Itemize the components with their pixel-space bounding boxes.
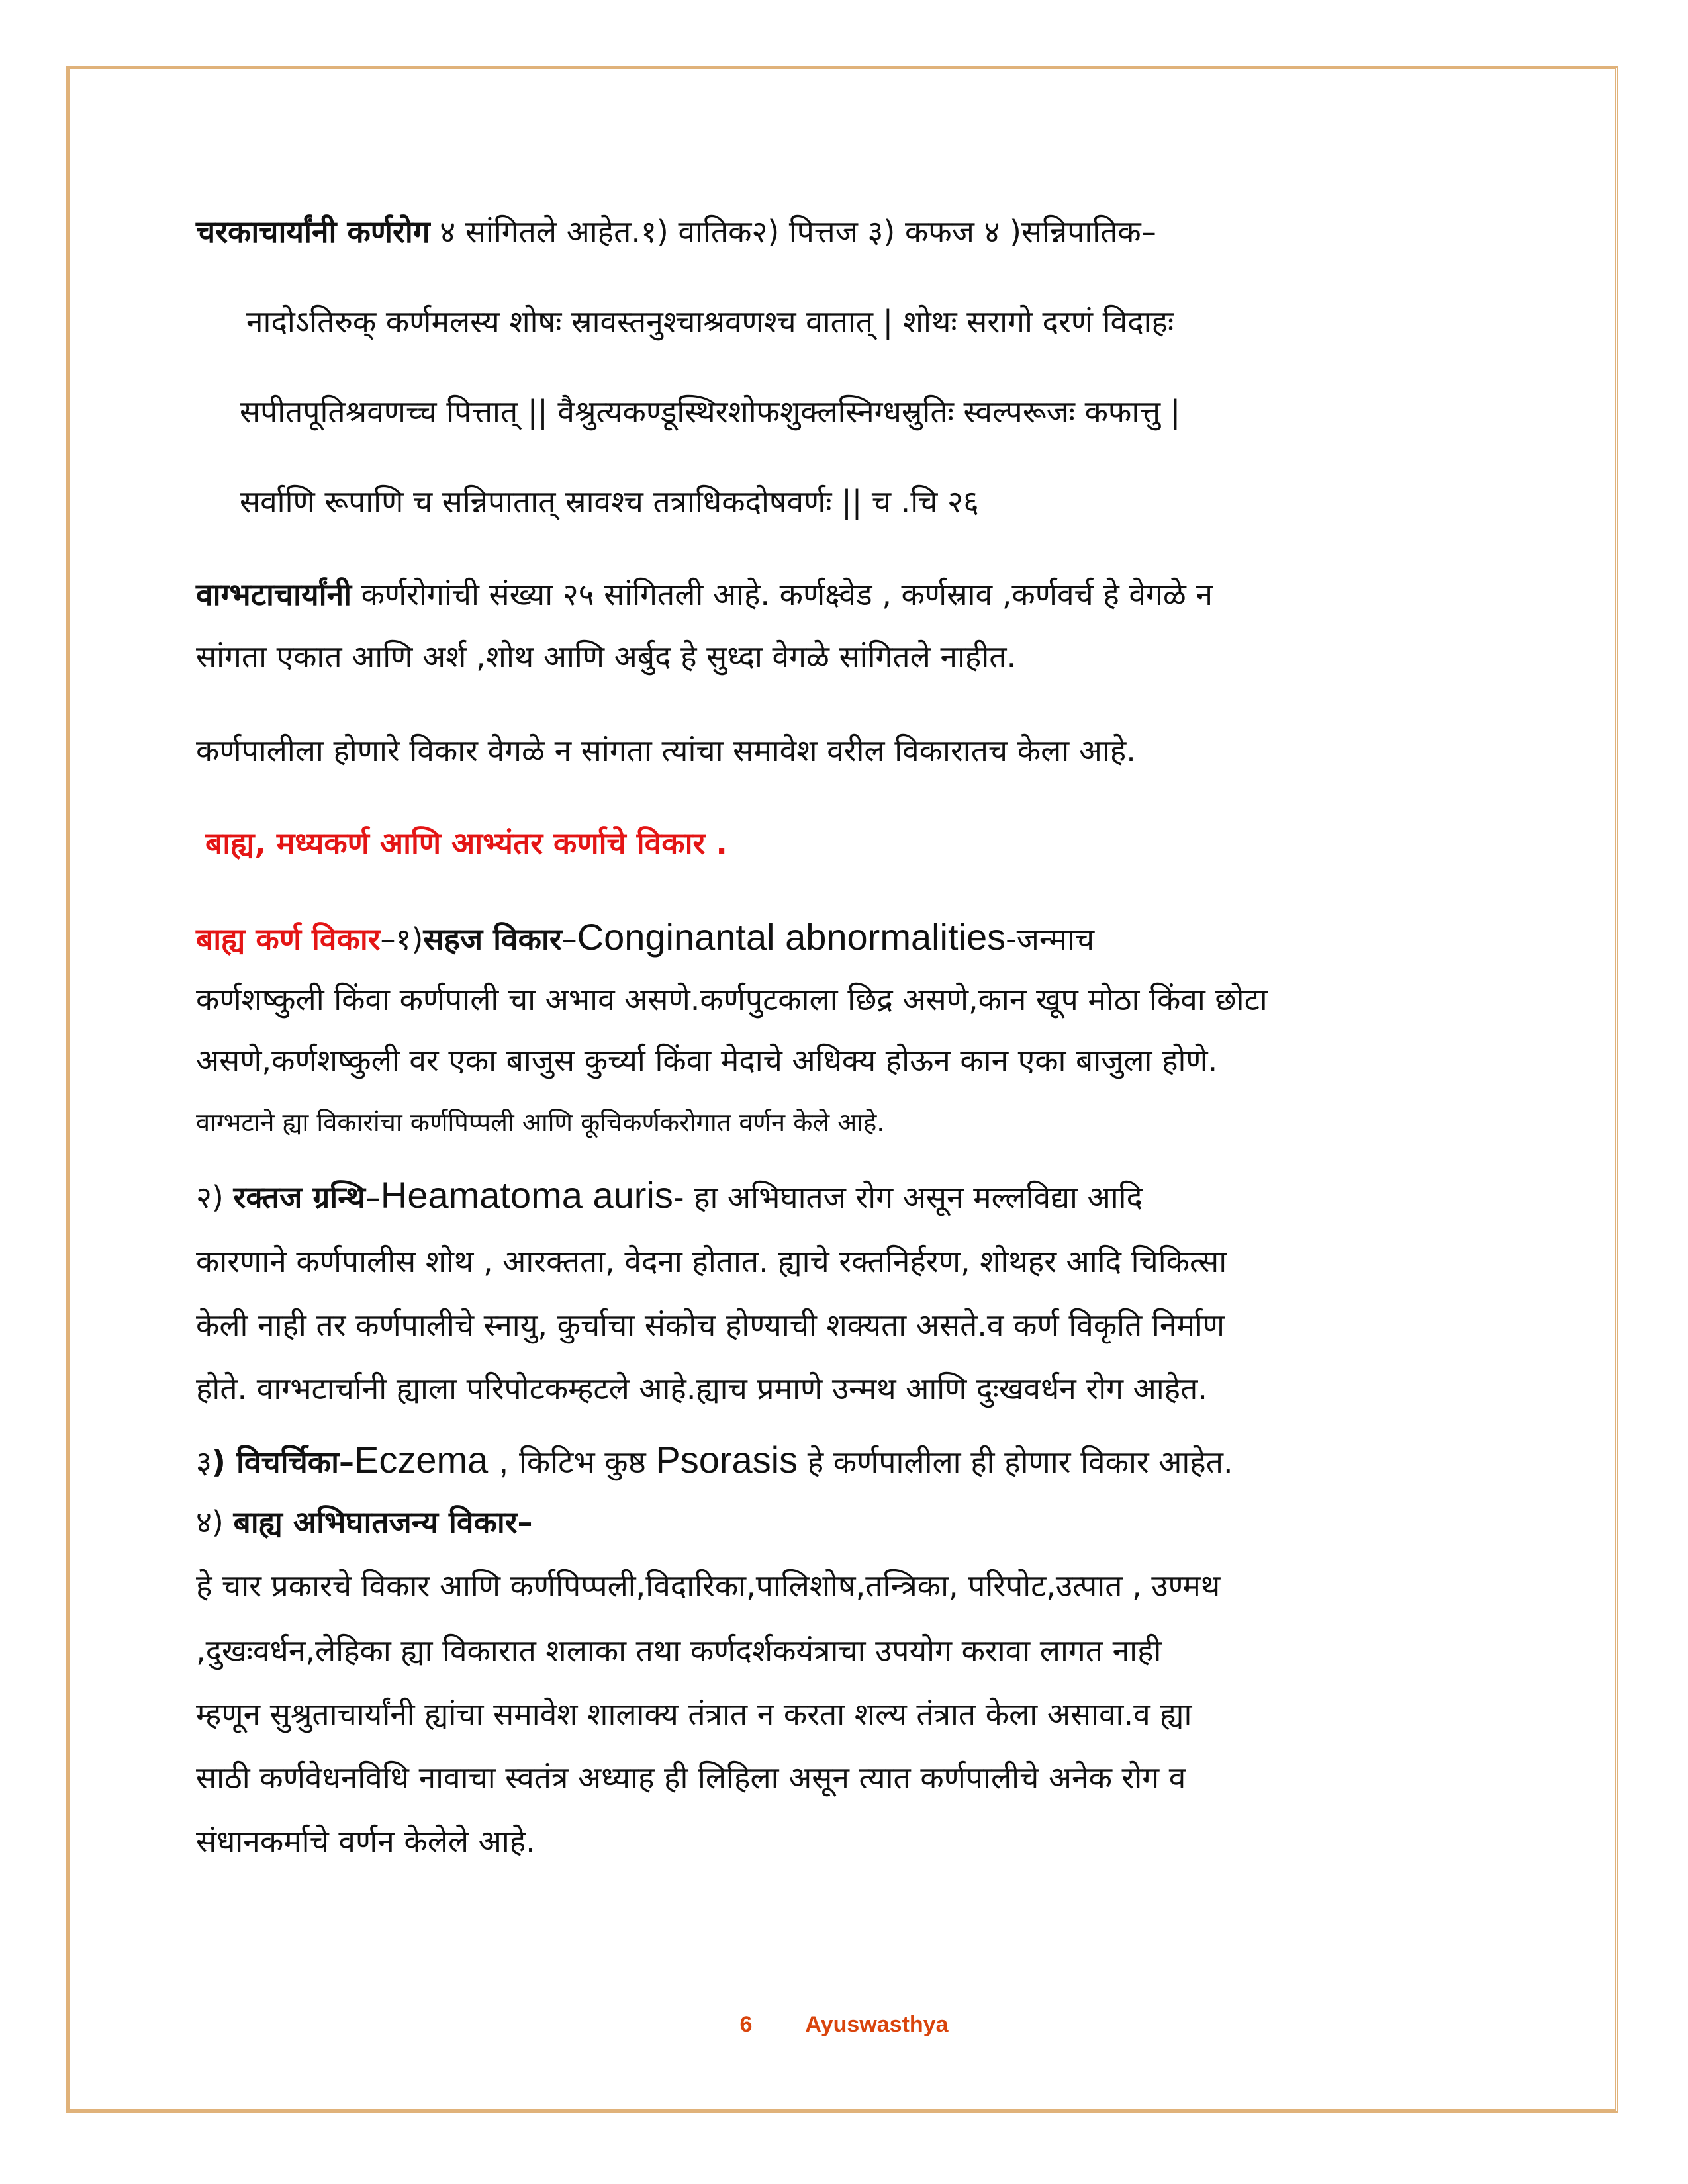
s3-bold-label: ) विचर्चिका– — [211, 1444, 355, 1480]
verse-line-3: सर्वाणि रूपाणि च सन्निपातात् स्रावश्च तत्राधिकदोषवर्णः || च .चि २६ — [240, 484, 979, 520]
s2-line-3: होते. वाग्भटार्चानी ह्याला परिपोटकम्हटले आहे.ह्याच प्रमाणे उन्मथ आणि दुःखवर्धन रोग आहेत. — [196, 1371, 1207, 1406]
s1-tail: -जन्माच — [1006, 921, 1095, 957]
charaka-text: ४ सांगितले आहेत.१) वातिक२) पित्तज ३) कफज ४ )सन्निपातिक– — [430, 214, 1156, 250]
s3-english-1: Eczema , — [354, 1439, 519, 1480]
s4-line-2: ,दुखःवर्धन,लेहिका ह्या विकारात शलाका तथा कर्णदर्शकयंत्राचा उपयोग करावा लागत नाही — [196, 1633, 1162, 1668]
s4-line-1: हे चार प्रकारचे विकार आणि कर्णपिप्पली,विदारिका,पालिशोष,तन्त्रिका, परिपोट,उत्पात , उण्मथ — [196, 1568, 1221, 1604]
page-footer — [0, 2012, 1688, 2038]
s3-english-2: Psorasis — [655, 1439, 798, 1480]
s3-tail: हे कर्णपालीला ही होणार विकार आहेत. — [798, 1444, 1233, 1480]
para-karnapali: कर्णपालीला होणारे विकार वेगळे न सांगता त्यांचा समावेश वरील विकारातच केला आहे. — [196, 733, 1136, 768]
s1-line-2: असणे,कर्णशष्कुली वर एका बाजुस कुर्च्या किंवा मेदाचे अधिक्य होऊन कान एका बाजुला होणे. — [196, 1042, 1218, 1078]
s3-mid: किटिभ कुष्ठ — [519, 1444, 656, 1480]
page-border — [66, 66, 1618, 2113]
verse-line-2: सपीतपूतिश्रवणच्च पित्तात् || वैश्रुत्यकण्डूस्थिरशोफशुक्लस्निग्धस्रुतिः स्वल्परूजः कफात्तु | — [240, 394, 1181, 430]
s1-red-label: बाह्य कर्ण विकार — [196, 921, 381, 957]
section-heading: बाह्य, मध्यकर्ण आणि आभ्यंतर कर्णाचे विकार . — [205, 825, 727, 861]
s4-line-3: म्हणून सुश्रुताचार्यांनी ह्यांचा समावेश शालाक्य तंत्रात न करता शल्य तंत्रात केला असावा.व ह्या — [196, 1696, 1192, 1732]
s1-bold-label: सहज विकार — [423, 921, 562, 957]
s4-title-line — [196, 1502, 533, 1542]
para-vagbhata-line-2: सांगता एकात आणि अर्श ,शोथ आणि अर्बुद हे सुध्दा वेगळे सांगितले नाहीत. — [196, 639, 1017, 674]
s1-line-1: कर्णशष्कुली किंवा कर्णपाली चा अभाव असणे.कर्णपुटकाला छिद्र असणे,कान खूप मोठा किंवा छोटा — [196, 981, 1268, 1017]
s1-small-line: वाग्भटाने ह्या विकारांचा कर्णपिप्पली आणि कूचिकर्णकरोगात वर्णन केले आहे. — [196, 1108, 885, 1137]
s1-title-line — [196, 917, 1094, 959]
verse-line-1: नादोऽतिरुक् कर्णमलस्य शोषः स्रावस्तनुश्चाश्रवणश्च वातात् | शोथः सरागो दरणं विदाहः — [246, 304, 1174, 340]
s2-title-line — [196, 1175, 1143, 1217]
s2-english-term: Heamatoma auris — [380, 1174, 673, 1216]
charaka-label: चरकाचार्यांनी कर्णरोग — [196, 214, 430, 250]
s4-num: ४) — [196, 1504, 234, 1540]
page-number: 6 — [739, 2012, 753, 2037]
para-charaka — [196, 212, 1156, 251]
s3-line — [196, 1440, 1233, 1482]
s1-english-term: Conginantal abnormalities — [577, 916, 1006, 958]
footer-title: Ayuswasthya — [805, 2012, 949, 2037]
s2-bold-label: रक्तज ग्रन्थि — [233, 1179, 365, 1215]
s2-dash: – — [365, 1179, 381, 1215]
s4-line-4: साठी कर्णवेधनविधि नावाचा स्वतंत्र अध्याह ही लिहिला असून त्यात कर्णपालीचे अनेक रोग व — [196, 1760, 1186, 1796]
s3-num: ३ — [196, 1444, 212, 1480]
s4-bold-label: बाह्य अभिघातजन्य विकार– — [233, 1504, 533, 1540]
para-vagbhata-line-1 — [196, 574, 1213, 614]
s2-line-2: केली नाही तर कर्णपालीचे स्नायु, कुर्चाचा संकोच होण्याची शक्यता असते.व कर्ण विकृति निर्माण — [196, 1307, 1225, 1343]
s1-dash2: – — [561, 921, 577, 957]
vagbhata-label: वाग्भटाचार्यांनी — [196, 576, 352, 612]
vagbhata-text-1: कर्णरोगांची संख्या २५ सांगितली आहे. कर्णक्ष्वेड , कर्णस्राव ,कर्णवर्च हे वेगळे न — [352, 576, 1213, 612]
s4-line-5: संधानकर्माचे वर्णन केलेले आहे. — [196, 1823, 536, 1859]
s2-line-1: कारणाने कर्णपालीस शोथ , आरक्तता, वेदना होतात. ह्याचे रक्तनिर्हरण, शोथहर आदि चिकित्सा — [196, 1244, 1227, 1279]
s2-num: २) — [196, 1179, 234, 1215]
s1-dash: –१) — [380, 921, 424, 957]
s2-tail: - हा अभिघातज रोग असून मल्लविद्या आदि — [673, 1179, 1143, 1215]
